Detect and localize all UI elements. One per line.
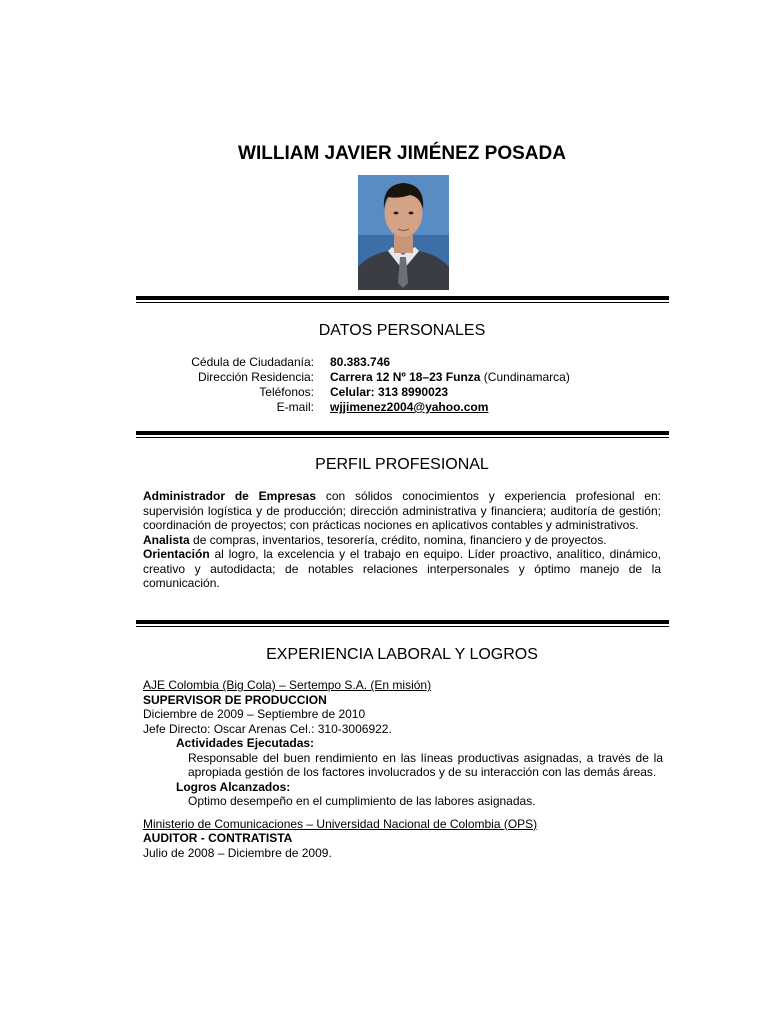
job2-company: Ministerio de Comunicaciones – Universidad Nacional de Colombia (OPS) [143, 816, 538, 831]
personal-section-title: DATOS PERSONALES [318, 322, 486, 339]
address-row [0, 370, 768, 385]
job1-company: AJE Colombia (Big Cola) – Sertempo S.A. (En misión) [143, 678, 432, 692]
job1-activities-label: Actividades Ejecutadas: [176, 736, 315, 750]
job1-boss: Jefe Directo: Oscar Arenas Cel.: 310-3006922. [143, 721, 392, 736]
phone-value: Celular: 313 8990023 [330, 385, 449, 399]
divider [136, 431, 669, 438]
job1-dates: Diciembre de 2009 – Septiembre de 2010 [143, 707, 366, 721]
address-label: Dirección Residencia: [197, 370, 314, 384]
profile-paragraph [143, 489, 661, 533]
experience-section-title: EXPERIENCIA LABORAL Y LOGROS [266, 646, 538, 663]
phone-label: Teléfonos: [259, 385, 314, 399]
phone-row [0, 385, 768, 400]
profile-orientation-text: al logro, la excelencia y el trabajo en equipo. Líder proactivo, analítico, dinámico, creativo y autodidacta; de notables relaciones interpersonales y óptimo manejo de la comunicación. [143, 547, 661, 590]
id-label: Cédula de Ciudadanía: [191, 355, 314, 369]
email-link[interactable]: wjjimenez2004@yahoo.com [330, 400, 489, 414]
job1-position: SUPERVISOR DE PRODUCCION [143, 692, 327, 707]
job2-dates: Julio de 2008 – Diciembre de 2009. [143, 845, 332, 860]
job2-position: AUDITOR - CONTRATISTA [143, 831, 293, 845]
divider [136, 620, 669, 627]
experience-list [143, 678, 663, 860]
profile-section-title: PERFIL PROFESIONAL [315, 456, 489, 473]
profile-role: Administrador de Empresas [143, 489, 317, 503]
email-label: E-mail: [276, 400, 314, 414]
personal-data [0, 355, 768, 415]
id-value: 80.383.746 [330, 355, 391, 369]
job1-achievements: Optimo desempeño en el cumplimiento de las labores asignadas. [188, 794, 536, 808]
profile-paragraph [143, 533, 661, 548]
profile-paragraph [143, 547, 661, 591]
job1-achievements-label: Logros Alcanzados: [176, 779, 291, 794]
profile-photo [358, 175, 449, 290]
profile-analyst: Analista [143, 532, 190, 547]
email-row [0, 400, 768, 415]
profile-text [143, 489, 661, 591]
profile-orientation: Orientación [143, 547, 210, 561]
id-row [0, 355, 768, 370]
profile-role-text: con sólidos conocimientos y experiencia profesional en: supervisión logística y de producción; dirección administrativa y financiera; auditoría de gestión; coordinación de proyectos; con prácticas nociones en aplicativos contables y administrativos. [143, 489, 661, 532]
candidate-name: WILLIAM JAVIER JIMÉNEZ POSADA [238, 143, 566, 164]
address-region: (Cundinamarca) [480, 370, 570, 384]
profile-analyst-text: de compras, inventarios, tesorería, crédito, nomina, financiero y de proyectos. [189, 532, 607, 547]
job1-activities: Responsable del buen rendimiento en las líneas productivas asignadas, a través de la apropiada gestión de los factores involucrados y de su interacción con las demás áreas. [188, 750, 663, 779]
divider [136, 296, 669, 303]
address-value: Carrera 12 Nº 18–23 Funza [330, 370, 481, 384]
